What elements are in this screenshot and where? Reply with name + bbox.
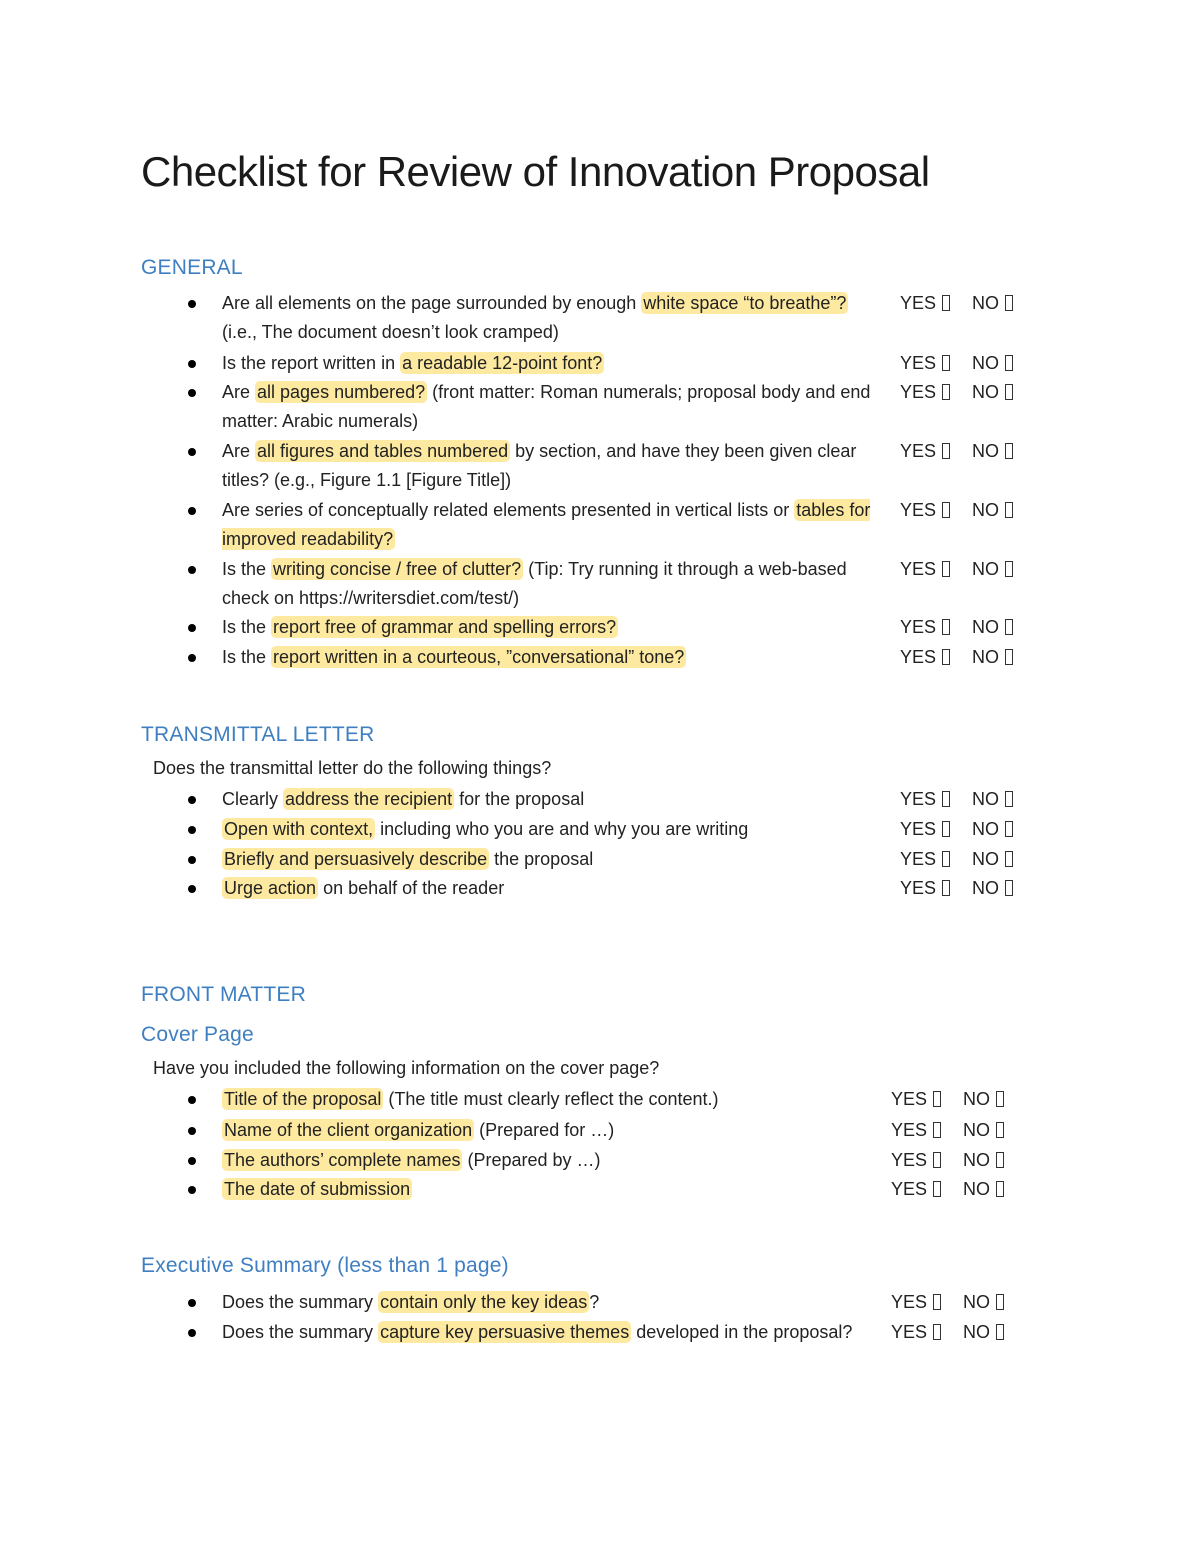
item-text-pre: Are <box>222 382 256 402</box>
no-checkbox[interactable] <box>996 1091 1004 1107</box>
yes-checkbox[interactable] <box>942 295 950 311</box>
no-label: NO <box>972 441 1000 461</box>
yes-no-options <box>900 613 1013 642</box>
yes-label: YES <box>900 878 937 898</box>
item-text-pre: Are series of conceptually related elements presented in vertical lists or <box>222 500 795 520</box>
yes-no-options <box>891 1318 1004 1347</box>
no-label: NO <box>963 1292 991 1312</box>
yes-label: YES <box>900 441 937 461</box>
item-text <box>222 643 882 672</box>
no-label: NO <box>963 1089 991 1109</box>
item-text <box>222 785 882 814</box>
no-checkbox[interactable] <box>1005 355 1013 371</box>
yes-label: YES <box>900 382 937 402</box>
bullet-icon <box>188 1299 196 1307</box>
item-text <box>222 349 882 378</box>
page-title: Checklist for Review of Innovation Proposal <box>141 148 930 195</box>
yes-checkbox[interactable] <box>933 1091 941 1107</box>
highlighted-text: Urge action <box>224 878 317 898</box>
item-text-pre: Does the summary <box>222 1322 379 1342</box>
yes-no-options <box>900 496 1013 525</box>
subsection-heading-executive-summary: Executive Summary (less than 1 page) <box>141 1254 509 1277</box>
no-label: NO <box>972 617 1000 637</box>
yes-checkbox[interactable] <box>942 649 950 665</box>
yes-no-options <box>900 845 1013 874</box>
highlighted-text: Briefly and persuasively describe <box>224 849 488 869</box>
bullet-icon <box>188 856 196 864</box>
yes-no-options <box>891 1085 1004 1114</box>
yes-checkbox[interactable] <box>942 821 950 837</box>
item-text <box>222 1146 882 1175</box>
bullet-icon <box>188 826 196 834</box>
item-text <box>222 437 882 495</box>
bullet-icon <box>188 885 196 893</box>
item-text-pre: Clearly <box>222 789 284 809</box>
no-checkbox[interactable] <box>1005 619 1013 635</box>
item-text-post: (i.e., The document doesn’t look cramped) <box>222 322 559 342</box>
yes-label: YES <box>891 1120 928 1140</box>
item-text-post: (Prepared for …) <box>474 1120 615 1140</box>
yes-label: YES <box>891 1089 928 1109</box>
highlighted-text: Name of the client organization <box>224 1120 473 1140</box>
no-checkbox[interactable] <box>996 1181 1004 1197</box>
item-text-post: (Tip: Try running it through a web-based check on https://writersdiet.com/test/) <box>222 559 847 608</box>
item-text <box>222 815 882 844</box>
highlighted-text: The date of submission <box>224 1179 411 1199</box>
yes-label: YES <box>900 849 937 869</box>
no-checkbox[interactable] <box>1005 295 1013 311</box>
yes-label: YES <box>900 353 937 373</box>
yes-checkbox[interactable] <box>933 1294 941 1310</box>
no-checkbox[interactable] <box>1005 880 1013 896</box>
yes-label: YES <box>900 617 937 637</box>
no-label: NO <box>972 878 1000 898</box>
section-heading-general: GENERAL <box>141 256 243 279</box>
no-label: NO <box>972 647 1000 667</box>
yes-no-options <box>900 643 1013 672</box>
bullet-icon <box>188 624 196 632</box>
no-checkbox[interactable] <box>996 1294 1004 1310</box>
yes-checkbox[interactable] <box>933 1122 941 1138</box>
bullet-icon <box>188 654 196 662</box>
item-text-post: developed in the proposal? <box>631 1322 853 1342</box>
yes-no-options <box>900 289 1013 318</box>
highlighted-text: contain only the key ideas <box>380 1292 588 1312</box>
bullet-icon <box>188 448 196 456</box>
yes-label: YES <box>900 819 937 839</box>
item-text <box>222 845 882 874</box>
yes-checkbox[interactable] <box>942 561 950 577</box>
yes-checkbox[interactable] <box>933 1181 941 1197</box>
highlighted-text: writing concise / free of clutter? <box>273 559 522 579</box>
item-text-pre: Is the <box>222 647 272 667</box>
yes-checkbox[interactable] <box>933 1324 941 1340</box>
no-checkbox[interactable] <box>1005 443 1013 459</box>
highlighted-text: Open with context, <box>224 819 374 839</box>
item-text <box>222 874 882 903</box>
yes-checkbox[interactable] <box>942 791 950 807</box>
no-checkbox[interactable] <box>1005 502 1013 518</box>
no-checkbox[interactable] <box>996 1324 1004 1340</box>
yes-checkbox[interactable] <box>942 851 950 867</box>
highlighted-text: Title of the proposal <box>224 1089 382 1109</box>
item-text <box>222 1175 882 1204</box>
highlighted-text: all figures and tables numbered <box>257 441 509 461</box>
highlighted-text: all pages numbered? <box>257 382 426 402</box>
yes-checkbox[interactable] <box>942 443 950 459</box>
item-text-post: the proposal <box>489 849 594 869</box>
yes-label: YES <box>900 559 937 579</box>
item-text-pre: Is the <box>222 617 272 637</box>
item-text <box>222 1116 882 1145</box>
item-text <box>222 1288 882 1317</box>
item-text-post: (Prepared by …) <box>462 1150 601 1170</box>
yes-no-options <box>900 555 1013 584</box>
yes-label: YES <box>900 647 937 667</box>
yes-label: YES <box>891 1292 928 1312</box>
bullet-icon <box>188 1329 196 1337</box>
highlighted-text: white space “to breathe”? <box>643 293 847 313</box>
no-label: NO <box>972 353 1000 373</box>
highlighted-text: report written in a courteous, ”conversational” tone? <box>273 647 685 667</box>
section-intro: Does the transmittal letter do the following things? <box>153 758 552 778</box>
item-text-pre: Are all elements on the page surrounded by enough <box>222 293 642 313</box>
no-label: NO <box>963 1179 991 1199</box>
item-text-post: (The title must clearly reflect the content.) <box>383 1089 719 1109</box>
yes-checkbox[interactable] <box>942 502 950 518</box>
no-label: NO <box>963 1150 991 1170</box>
item-text-pre: Does the summary <box>222 1292 379 1312</box>
highlighted-text: report free of grammar and spelling errors? <box>273 617 617 637</box>
no-checkbox[interactable] <box>1005 649 1013 665</box>
item-text-post: on behalf of the reader <box>318 878 505 898</box>
yes-no-options <box>891 1288 1004 1317</box>
item-text-pre: Is the report written in <box>222 353 401 373</box>
no-checkbox[interactable] <box>1005 384 1013 400</box>
item-text-post: ? <box>589 1292 600 1312</box>
item-text-post: (front matter: Roman numerals; proposal body and end matter: Arabic numerals) <box>222 382 871 431</box>
yes-checkbox[interactable] <box>942 355 950 371</box>
no-checkbox[interactable] <box>1005 821 1013 837</box>
item-text-post: by section, and have they been given clear titles? (e.g., Figure 1.1 [Figure Title]) <box>222 441 857 490</box>
bullet-icon <box>188 389 196 397</box>
yes-no-options <box>891 1146 1004 1175</box>
no-label: NO <box>972 500 1000 520</box>
highlighted-text: capture key persuasive themes <box>380 1322 630 1342</box>
yes-checkbox[interactable] <box>942 384 950 400</box>
item-text-post: including who you are and why you are writing <box>375 819 749 839</box>
highlighted-text: The authors’ complete names <box>224 1150 461 1170</box>
item-text <box>222 289 882 347</box>
yes-no-options <box>900 785 1013 814</box>
yes-no-options <box>900 815 1013 844</box>
section-heading-transmittal: TRANSMITTAL LETTER <box>141 723 375 746</box>
no-checkbox[interactable] <box>1005 791 1013 807</box>
highlighted-text: address the recipient <box>285 789 453 809</box>
no-label: NO <box>963 1322 991 1342</box>
no-label: NO <box>972 559 1000 579</box>
no-label: NO <box>972 382 1000 402</box>
section-intro: Have you included the following information on the cover page? <box>153 1058 660 1078</box>
yes-no-options <box>900 874 1013 903</box>
bullet-icon <box>188 300 196 308</box>
yes-no-options <box>900 349 1013 378</box>
yes-checkbox[interactable] <box>933 1152 941 1168</box>
no-checkbox[interactable] <box>1005 561 1013 577</box>
section-heading-front-matter: FRONT MATTER <box>141 983 306 1006</box>
item-text <box>222 555 882 613</box>
yes-no-options <box>891 1175 1004 1204</box>
subsection-heading-cover-page: Cover Page <box>141 1023 254 1046</box>
yes-label: YES <box>900 500 937 520</box>
highlighted-text: a readable 12-point font? <box>402 353 603 373</box>
bullet-icon <box>188 360 196 368</box>
item-text <box>222 378 882 436</box>
no-label: NO <box>972 849 1000 869</box>
bullet-icon <box>188 507 196 515</box>
item-text-pre: Are <box>222 441 256 461</box>
bullet-icon <box>188 1186 196 1194</box>
no-checkbox[interactable] <box>1005 851 1013 867</box>
yes-checkbox[interactable] <box>942 880 950 896</box>
bullet-icon <box>188 566 196 574</box>
item-text-post: for the proposal <box>454 789 585 809</box>
yes-no-options <box>891 1116 1004 1145</box>
item-text <box>222 613 882 642</box>
yes-checkbox[interactable] <box>942 619 950 635</box>
yes-label: YES <box>891 1322 928 1342</box>
yes-label: YES <box>891 1179 928 1199</box>
bullet-icon <box>188 796 196 804</box>
yes-label: YES <box>900 293 937 313</box>
no-checkbox[interactable] <box>996 1122 1004 1138</box>
bullet-icon <box>188 1096 196 1104</box>
no-label: NO <box>972 819 1000 839</box>
item-text <box>222 1085 882 1114</box>
no-checkbox[interactable] <box>996 1152 1004 1168</box>
no-label: NO <box>972 789 1000 809</box>
no-label: NO <box>972 293 1000 313</box>
bullet-icon <box>188 1127 196 1135</box>
item-text <box>222 1318 882 1347</box>
item-text-pre: Is the <box>222 559 272 579</box>
yes-no-options <box>900 437 1013 466</box>
highlighted-text: tables for improved readability? <box>222 500 871 549</box>
yes-no-options <box>900 378 1013 407</box>
bullet-icon <box>188 1157 196 1165</box>
no-label: NO <box>963 1120 991 1140</box>
yes-label: YES <box>891 1150 928 1170</box>
item-text <box>222 496 882 554</box>
yes-label: YES <box>900 789 937 809</box>
